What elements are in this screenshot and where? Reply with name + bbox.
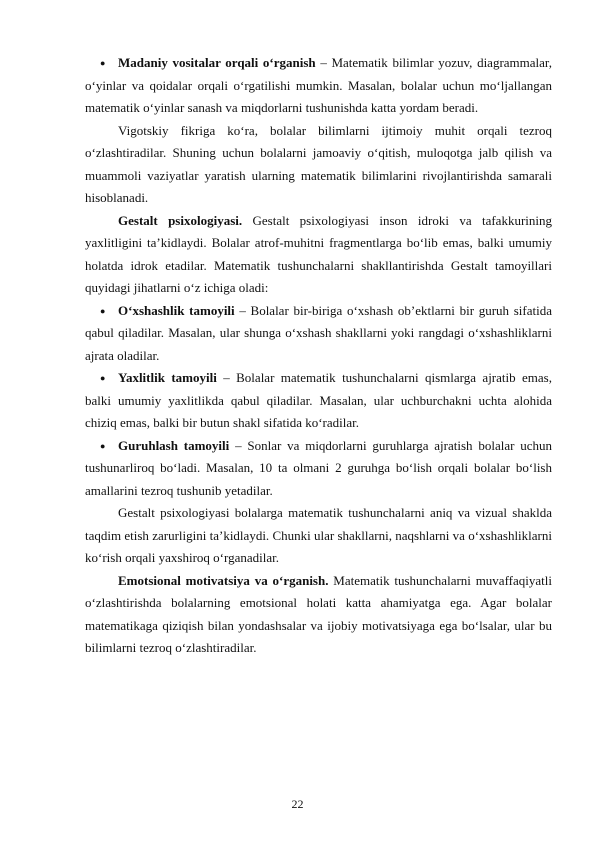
bullet-text: – Matematik bilimlar yozuv, diagrammalar, o‘yinlar va qoidalar orqali o‘rgatilishi mumkin. Masalan, bolalar uchun mo‘ljallangan matematik o‘yinlar sanash va miqdorlarni tushunishda katta yordam beradi. [85,55,552,115]
bullet-text: – Bolalar matematik tushunchalarni qismlarga ajratib emas, balki umumiy yaxlitlikda qabul qiladilar. Masalan, ular uchburchakni uchta alohida chiziq emas, balki bir butun shakl sifatida ko‘radilar. [85,370,552,430]
bullet-icon: ● [100,58,106,68]
bullet-heading: Madaniy vositalar orqali o‘rganish [118,55,316,70]
paragraph-heading: Emotsional motivatsiya va o‘rganish. [118,572,329,588]
paragraph-text: Gestalt psixologiyasi inson idroki va tafakkurining yaxlitligini ta’kidlaydi. Bolalar atrof-muhitni fragmentlarga bo‘lib emas, balki umumiy holatda idrok etadilar. Matematik tushunchalarni shakllantirishda Gestalt tamoyillari quyidagi jihatlarni o‘z ichiga oladi: [85,212,552,295]
paragraph [85,120,552,210]
bullet-item [85,52,552,120]
bullet-item [85,367,552,435]
bullet-heading: Yaxlitlik tamoyili [118,370,217,385]
paragraph-heading: Gestalt psixologiyasi. [118,212,243,228]
bullet-item [85,435,552,503]
bullet-icon: ● [100,440,106,451]
paragraph-text: Vigotskiy fikriga ko‘ra, bolalar bilimlarni ijtimoiy muhit orqali tezroq o‘zlashtiradilar. Shuning uchun bolalarni jamoaviy o‘qitish, muloqotga jalb qilish va muammoli vaziyatlar yaratish ularning matematik bilimlarini rivojlantirishda samarali hisoblanadi. [85,122,552,205]
paragraph [85,502,552,570]
paragraph-text: Matematik tushunchalarni muvaffaqiyatli o‘zlashtirishda bolalarning emotsional holati katta ahamiyatga ega. Agar bolalar matematikaga qiziqish bilan yondashsalar va ijobiy motivatsiyaga ega bo‘lsalar, ular bu bilimlarni tezroq o‘zlashtiradilar. [85,572,552,655]
document-body [85,52,552,660]
bullet-heading: Guruhlash tamoyili [118,437,230,453]
bullet-icon: ● [100,373,106,383]
bullet-item [85,300,552,368]
bullet-icon: ● [100,305,106,316]
page-number: 22 [291,797,304,811]
paragraph [85,570,552,660]
bullet-text: – Sonlar va miqdorlarni guruhlarga ajratish bolalar uchun tushunarliroq bo‘ladi. Masalan, 10 ta olmani 2 guruhga bo‘lish orqali bolalar bo‘lish amallarini tezroq tushunib yetadilar. [85,437,552,498]
bullet-text: – Bolalar bir-biriga o‘xshash ob’ektlarni bir guruh sifatida qabul qiladilar. Masalan, ular shunga o‘xshash shakllarni yoki rangdagi o‘xshashliklarni ajrata oladilar. [85,302,552,363]
paragraph [85,210,552,300]
paragraph-text: Gestalt psixologiyasi bolalarga matematik tushunchalarni aniq va vizual shaklda taqdim etish zarurligini ta’kidlaydi. Chunki ular shakllarni, naqshlarni va o‘xshashliklarni ko‘rish orqali yaxshiroq o‘rganadilar. [85,505,552,565]
bullet-heading: O‘xshashlik tamoyili [118,302,235,318]
